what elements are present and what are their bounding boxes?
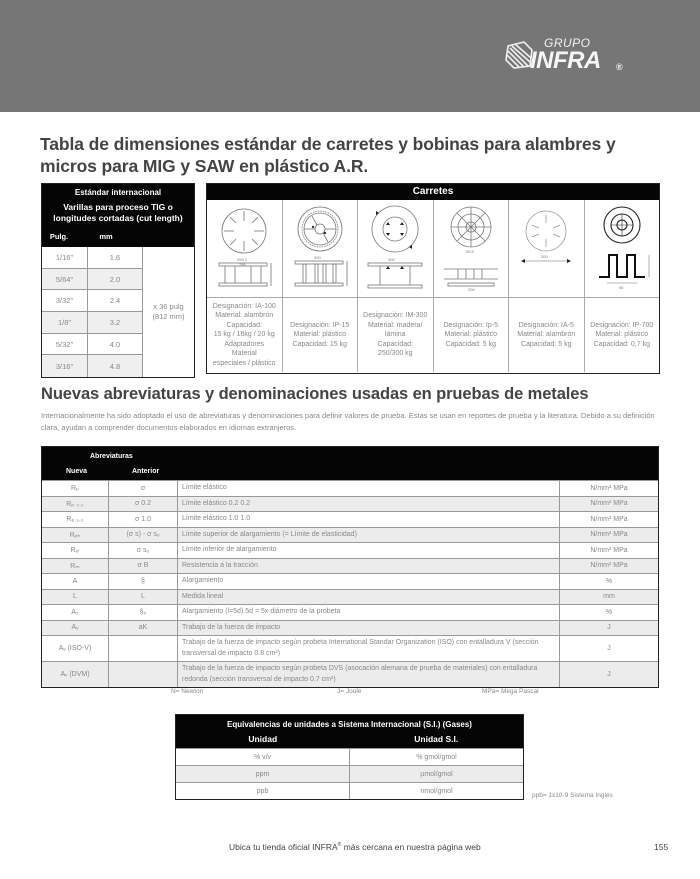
cell-desc: Resistencia a la tracción — [178, 559, 560, 574]
cell-new: Rₚ — [42, 481, 109, 496]
length-mm: (812 mm) — [152, 312, 185, 322]
cell-mm: 3.2 — [109, 317, 121, 327]
tig-standard-table — [41, 183, 195, 378]
cell-unit: mm — [603, 593, 615, 601]
spool-capacity: Capacidad: 0,7 kg — [593, 340, 650, 348]
cell-unit: N/mm² MPa — [590, 531, 628, 539]
cell-old: σ 1.0 — [109, 512, 178, 527]
cell-desc: Medida lineal — [178, 590, 560, 605]
table-row — [42, 480, 658, 496]
col-header-old: Anterior — [132, 468, 160, 475]
spool-desc-ip-700 — [585, 298, 660, 372]
carretes-title: Carretes — [207, 184, 659, 200]
cell-old: (σ s) - σ sₒ — [109, 528, 178, 543]
cell-mm: 4.0 — [109, 339, 121, 349]
cell-pulg: 3/32" — [42, 290, 88, 311]
page-number: 155 — [654, 842, 669, 852]
svg-text:50.5: 50.5 — [465, 248, 474, 254]
carretes-table — [206, 183, 660, 374]
svg-text:200: 200 — [541, 253, 548, 259]
section-title: Nuevas abreviaturas y denominaciones usadas en pruebas de metales — [41, 385, 589, 403]
spool-desc-ia-5 — [509, 298, 584, 372]
brand-registered: ® — [616, 62, 623, 72]
cell-unit: J — [607, 645, 611, 652]
cell-pulg: 1/16" — [42, 247, 88, 268]
cell-unit: % v/v — [176, 749, 350, 765]
cell-mm: 2.0 — [109, 274, 121, 284]
spool-drawing-im-300 — [358, 200, 433, 298]
spool-wire-diagram-icon — [211, 205, 277, 293]
cell-desc: Alargamiento (l=5d) 5d = 5x diámetro de la probeta — [178, 605, 560, 620]
spool-designation: Designación: IA-100 — [212, 302, 276, 310]
tig-table-header — [42, 184, 194, 247]
cell-desc: Trabajo de la fuerza de impacto — [178, 621, 560, 636]
cell-unit: ppm — [176, 766, 350, 782]
cell-pulg: 3/16" — [42, 355, 88, 377]
table-row — [176, 748, 523, 765]
page-title: Tabla de dimensiones estándar de carretes y bobinas para alambres y micros para MIG y SAW en plástico A.R. — [40, 134, 616, 176]
cell-unit: J — [607, 671, 611, 678]
cell-pulg: 5/32" — [42, 334, 88, 355]
intro-paragraph: Internacionalmente ha sido adoptado el uso de abreviaturas y denominaciones para definir valores de prueba. Estas se usan en reportes de prueba y la literatura. Debido a su definición clara, ayudan a comprender documentos elaborados en idiomas extranjeros. — [41, 411, 655, 432]
cell-unit: N/mm² MPa — [590, 562, 628, 570]
spool-plastic-diagram-icon — [287, 205, 353, 293]
tig-length-cell — [142, 247, 194, 377]
abbr-group-header: Abreviaturas — [90, 453, 133, 460]
spool-drawing-ip-15 — [283, 200, 358, 298]
cell-new: L — [42, 590, 109, 605]
spool-small-wire-diagram-icon — [513, 205, 579, 293]
legend-mpa: MPa= Mega Pascal — [482, 688, 539, 695]
cell-new: Aᵥ (DVM) — [42, 662, 109, 687]
svg-text:300: 300 — [313, 254, 321, 260]
col-header-unit: Unidad — [248, 734, 278, 744]
cell-new: Rₚ ₀.₂ — [42, 497, 109, 512]
spool-column-ip-15 — [283, 200, 359, 372]
table-row — [42, 604, 658, 620]
table-row — [176, 765, 523, 782]
gas-table-title: Equivalencias de unidades a Sistema Internacional (S.I.) (Gases) — [227, 720, 472, 729]
infra-logo — [500, 32, 640, 80]
gas-equivalencies-table — [175, 714, 524, 800]
cell-desc: Límite inferior de alargamiento — [178, 543, 560, 558]
spool-desc-ip-15 — [283, 298, 358, 372]
spool-drawing-ia-100 — [207, 200, 282, 298]
spool-column-im-300 — [358, 200, 434, 372]
cell-unit: % — [605, 577, 613, 585]
spool-drawing-ia-5 — [509, 200, 584, 298]
svg-text:55: 55 — [618, 284, 624, 290]
cell-desc: Límite superior de alargamiento (= Límite de elasticidad) — [178, 528, 560, 543]
spool-drawing-ip-700 — [585, 200, 660, 298]
spool-small-plastic-diagram-icon — [438, 205, 504, 293]
spool-designation: Designación: IA-5 — [518, 321, 574, 329]
spool-capacity-label: Capacidad: — [226, 321, 262, 329]
spool-drawing-ip-5 — [434, 200, 509, 298]
spool-desc-im-300 — [358, 298, 433, 372]
footer-text-after: más cercana en nuestra página web — [341, 842, 481, 852]
cell-old: σ sᵤ — [109, 543, 178, 558]
cell-unit: N/mm² MPa — [590, 484, 628, 492]
cell-desc: Límite elástico 1.0 1.0 — [178, 512, 560, 527]
spool-material-cont: lámina — [384, 331, 406, 339]
svg-text:200: 200 — [467, 286, 475, 292]
footer-text — [229, 842, 481, 852]
cell-si-unit: µmol/gmol — [420, 770, 453, 778]
cell-unit: N/mm² MPa — [590, 500, 628, 508]
cell-new: Aᵥ (ISO-V) — [42, 636, 109, 661]
cell-old: σ 0.2 — [109, 497, 178, 512]
cell-pulg: 5/64" — [42, 269, 88, 290]
abbreviations-table — [41, 446, 659, 688]
table-row — [176, 782, 523, 799]
svg-text:299.2: 299.2 — [237, 256, 248, 262]
cell-pulg: 1/8" — [42, 312, 88, 333]
cell-new: A₅ — [42, 605, 109, 620]
table-row — [42, 573, 658, 589]
svg-text:286: 286 — [239, 261, 246, 267]
col-header-new: Nueva — [66, 468, 88, 475]
spool-column-ip-700 — [585, 200, 660, 372]
cell-old — [109, 636, 178, 661]
cell-unit: % — [605, 608, 613, 616]
spool-column-ia-5 — [509, 200, 585, 372]
cell-new: A — [42, 574, 109, 589]
spool-micro-diagram-icon — [589, 205, 655, 293]
col-header-mm: mm — [99, 232, 113, 241]
header-band — [0, 0, 700, 112]
cell-old: § — [109, 574, 178, 589]
cell-old: L — [109, 590, 178, 605]
col-header-pulg: Pulg. — [49, 232, 69, 241]
length-inches: x 36 pulg — [153, 302, 184, 312]
table-row — [42, 269, 142, 291]
table-row — [42, 334, 142, 356]
svg-text:400: 400 — [388, 256, 395, 262]
spool-desc-ip-5 — [434, 298, 509, 372]
footer-registered: ® — [337, 842, 342, 849]
cell-mm: 2.4 — [109, 296, 121, 306]
cell-unit: N/mm² MPa — [590, 546, 628, 554]
spool-designation: Designación: Ip-5 — [443, 321, 498, 329]
gas-table-header — [176, 715, 523, 748]
cell-mm: 4.8 — [109, 361, 121, 371]
legend-joule: J= Joule — [337, 688, 362, 695]
spool-designation: Designación: IP-700 — [590, 321, 654, 329]
cell-new: Rₑₕ — [42, 528, 109, 543]
spool-desc-ia-100 — [207, 298, 282, 372]
spool-material: Material: plástico — [293, 331, 347, 339]
cell-new: Rₑₗ — [42, 543, 109, 558]
spool-extra: especiales / plástico — [212, 359, 276, 367]
spool-capacity: Capacidad: 5 kg — [520, 340, 572, 348]
table-row — [42, 312, 142, 334]
brand-name: INFRA — [530, 47, 601, 74]
cell-old — [109, 662, 178, 687]
cell-new: Rₚ ₁.₀ — [42, 512, 109, 527]
spool-material: Material: plástico — [444, 331, 498, 339]
table-row — [42, 247, 142, 269]
table-row — [42, 527, 658, 543]
cell-old: aK — [109, 621, 178, 636]
spool-capacity: Capacidad: 15 kg — [292, 340, 347, 348]
cell-desc: Límite elástico 0.2 0.2 — [178, 497, 560, 512]
cell-new: Rₘ — [42, 559, 109, 574]
cell-mm: 1.6 — [109, 252, 121, 262]
table-row — [42, 290, 142, 312]
brand-group: GRUPO — [544, 36, 591, 50]
cell-unit: J — [607, 624, 611, 632]
table-row — [42, 635, 658, 661]
spool-extra: Material — [231, 350, 257, 358]
spool-column-ip-5 — [434, 200, 510, 372]
spool-designation: Designación: IM-300 — [363, 312, 428, 320]
spool-material: Material: plástico — [595, 331, 649, 339]
table-row — [42, 355, 142, 377]
tig-table-title: Estándar internacional — [74, 188, 162, 197]
spool-capacity-value: 15 kg / 18kg / 20 kg — [213, 331, 275, 339]
spool-material: Material: alambrón — [517, 331, 576, 339]
table-row — [42, 558, 658, 574]
spool-wood-diagram-icon — [362, 205, 428, 293]
cell-desc: Alargamiento — [178, 574, 560, 589]
tig-table-subtitle: Varillas para proceso TIG o longitudes cortadas (cut length) — [53, 202, 183, 223]
cell-desc: Límite elástico — [178, 481, 560, 496]
cell-si-unit: % gmol/gmol — [416, 753, 457, 761]
abbreviations-header — [42, 447, 658, 480]
cell-si-unit: nmol/gmol — [420, 787, 453, 795]
table-row — [42, 661, 658, 687]
spool-material: Material: madera/ — [368, 321, 423, 329]
cell-old: σ B — [109, 559, 178, 574]
cell-unit: ppb — [176, 783, 350, 799]
table-row — [42, 620, 658, 636]
spool-column-ia-100 — [207, 200, 283, 372]
col-header-si-unit: Unidad S.I. — [414, 734, 459, 744]
legend-newton: N= Newton — [171, 688, 204, 695]
ppb-note: ppb= 1x10-9 Sistema Inglés — [532, 792, 613, 799]
table-row — [42, 496, 658, 512]
spool-capacity-value: 250/300 kg — [377, 350, 413, 358]
footer-text-before: Ubica tu tienda oficial INFRA — [229, 842, 338, 852]
spool-designation: Designación: IP-15 — [290, 321, 350, 329]
cell-new: Aᵥ — [42, 621, 109, 636]
table-row — [42, 511, 658, 527]
spool-material: Material: alambrón — [215, 312, 274, 320]
table-row — [42, 542, 658, 558]
cell-desc: Trabajo de la fuerza de impacto según probeta DVS (asocación alemana de prueba de materiales) con entalladura redonda (sección transversal de impacto 0.7 cm²) — [178, 662, 560, 687]
cell-old: §₅ — [109, 605, 178, 620]
cell-old: σ — [109, 481, 178, 496]
cell-desc: Trabajo de la fuerza de impacto según probeta International Standar Organization (ISO) con entalladura V (sección transversal de impacto 0.8 cm²) — [178, 636, 560, 661]
table-row — [42, 589, 658, 605]
spool-extra: Adaptadores — [224, 340, 265, 348]
spool-capacity: Capacidad: 5 kg — [445, 340, 497, 348]
spool-capacity-label: Capacidad: — [377, 340, 413, 348]
cell-unit: N/mm² MPa — [590, 515, 628, 523]
